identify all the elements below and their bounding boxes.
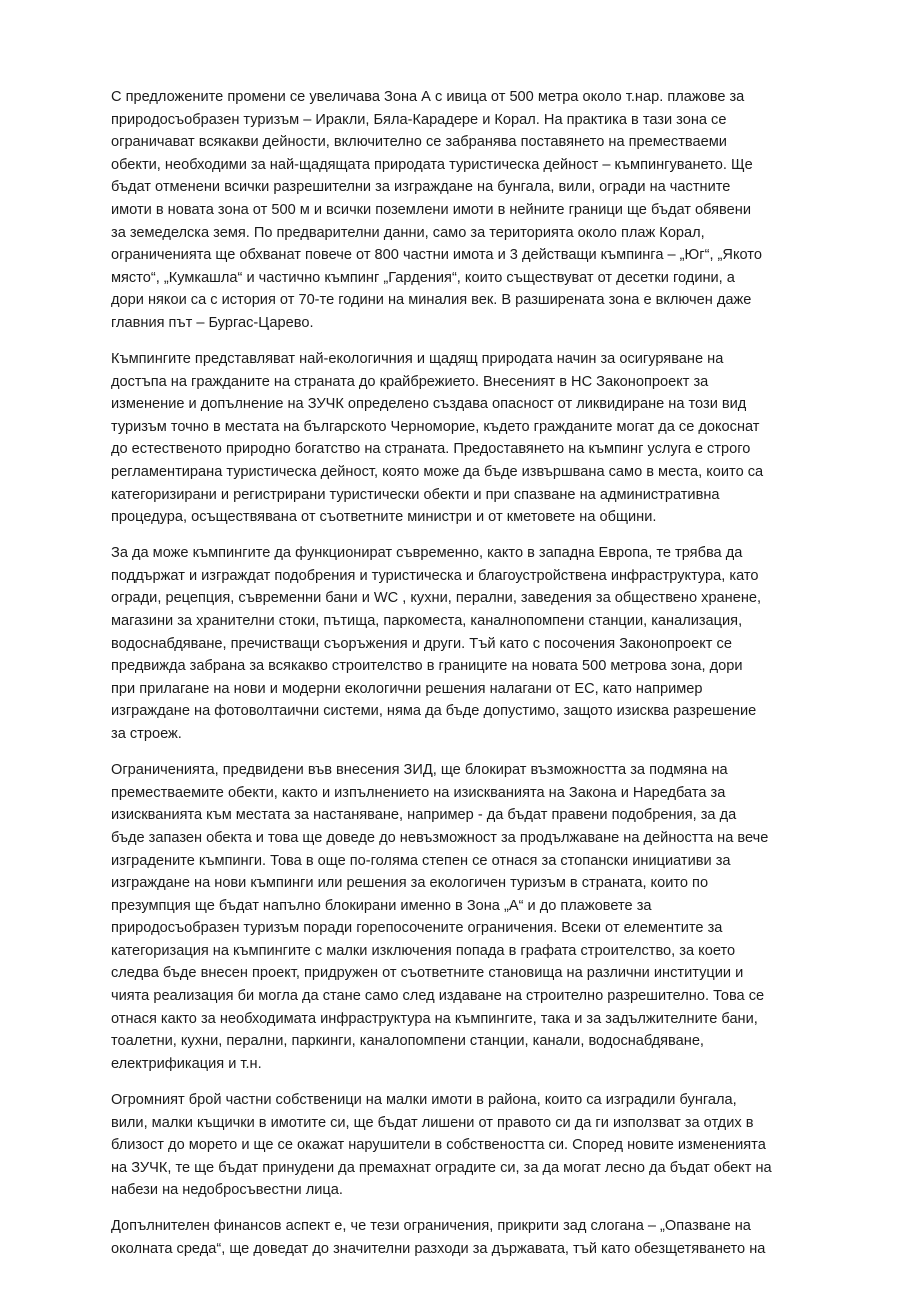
paragraph-private-owners: Огромният брой частни собственици на малки имоти в района, които са изградили бунгала, вили, малки къщички в имотите си, ще бъдат лишени от правото си да ги използват за отдих в близост до морето и ще се окажат нарушители в собствеността си. Според новите измененията на ЗУЧК, те ще бъдат принудени да премахнат оградите си, за да могат лесно да бъдат обект на набези на недобросъвестни лица. xyxy=(111,1091,772,1199)
paragraph-infrastructure: За да може къмпингите да функционират съвременно, както в западна Европа, те трябва да поддържат и изграждат подобрения и туристическа и благоустройствена инфраструктура, като огради, рецепция, съвременни бани и WC , кухни, перални, заведения за обществено хранене, магазини за хранителни стоки, пътища, паркоместа, каналнопомпени станции, канализация, водоснабдяване, пречистващи съоръжения и други. Тъй като с посочения Законопроект се предвижда забрана за всякакво строителство в границите на новата 500 метрова зона, дори при прилагане на нови и модерни екологични решения налагани от ЕС, като например изграждане на фотоволтаични системи, няма да бъде допустимо, защото изисква разрешение за строеж. xyxy=(111,545,762,743)
paragraph-financial-aspect: Допълнителен финансов аспект е, че тези ограничения, прикрити зад слогана – „Опазване на околната среда“, ще доведат до значителни разходи за държавата, тъй като обезщетяването на xyxy=(111,1218,766,1257)
document-page xyxy=(111,86,811,1274)
paragraph-restrictions: Ограниченията, предвидени във внесения ЗИД, ще блокират възможността за подмяна на преместваемите обекти, както и изпълнението на изискванията на Закона и Наредбата за изискванията към местата за настаняване, например - да бъдат правени подобрения, за да бъде запазен обекта и това ще доведе до невъзможност за продължаване на дейността на вече изградените къмпинги. Това в още по-голяма степен се отнася за стопански инициативи за изграждане на нови къмпинги или решения за екологичен туризъм в страната, които по презумпция ще бъдат напълно блокирани именно в Зона „А“ и до плажовете за природосъобразен туризъм поради горепосочените ограничения. Всеки от елементите за категоризация на къмпингите с малки изключения попада в графата строителство, за което следва бъде внесен проект, придружен от съответните становища на различни институции и чията реализация би могла да стане само след издаване на строително разрешително. Това се отнася както за необходимата инфраструктура на къмпингите, така и за задължителните бани, тоалетни, кухни, перални, паркинги, каналопомпени станции, канали, водоснабдяване, електрификация и т.н. xyxy=(111,762,769,1072)
paragraph-campings-ecological: Къмпингите представляват най-екологичния и щадящ природата начин за осигуряване на достъпа на гражданите на страната до крайбрежието. Внесеният в НС Законопроект за изменение и допълнение на ЗУЧК определено създава опасност от ликвидиране на този вид туризъм точно в местата на българското Черноморие, където гражданите могат да се докоснат до естественото природно богатство на страната. Предоставянето на къмпинг услуга е строго регламентирана туристическа дейност, която може да бъде извършвана само в места, които са категоризирани и регистрирани туристически обекти и при спазване на административна процедура, осъществявана от съответните министри и от кметовете на общини. xyxy=(111,351,764,526)
paragraph-zone-a-expansion: С предложените промени се увеличава Зона А с ивица от 500 метра около т.нар. плажове за природосъобразен туризъм – Иракли, Бяла-Карадере и Корал. На практика в тази зона се ограничават всякакви дейности, включително се забранява поставянето на преместваеми обекти, необходими за най-щадящата природата туристическа дейност – къмпингуването. Ще бъдат отменени всички разрешителни за изграждане на бунгала, вили, огради на частните имоти в новата зона от 500 м и всички поземлени имоти в нейните граници ще бъдат обявени за земеделска земя. По предварителни данни, само за територията около плаж Корал, ограниченията ще обхванат повече от 800 частни имота и 3 действащи къмпинга – „Юг“, „Якото място“, „Кумкашла“ и частично къмпинг „Гардения“, които съществуват от десетки години, а дори някои са с история от 70-те години на миналия век. В разширената зона е включен даже главния път – Бургас-Царево. xyxy=(111,89,762,331)
